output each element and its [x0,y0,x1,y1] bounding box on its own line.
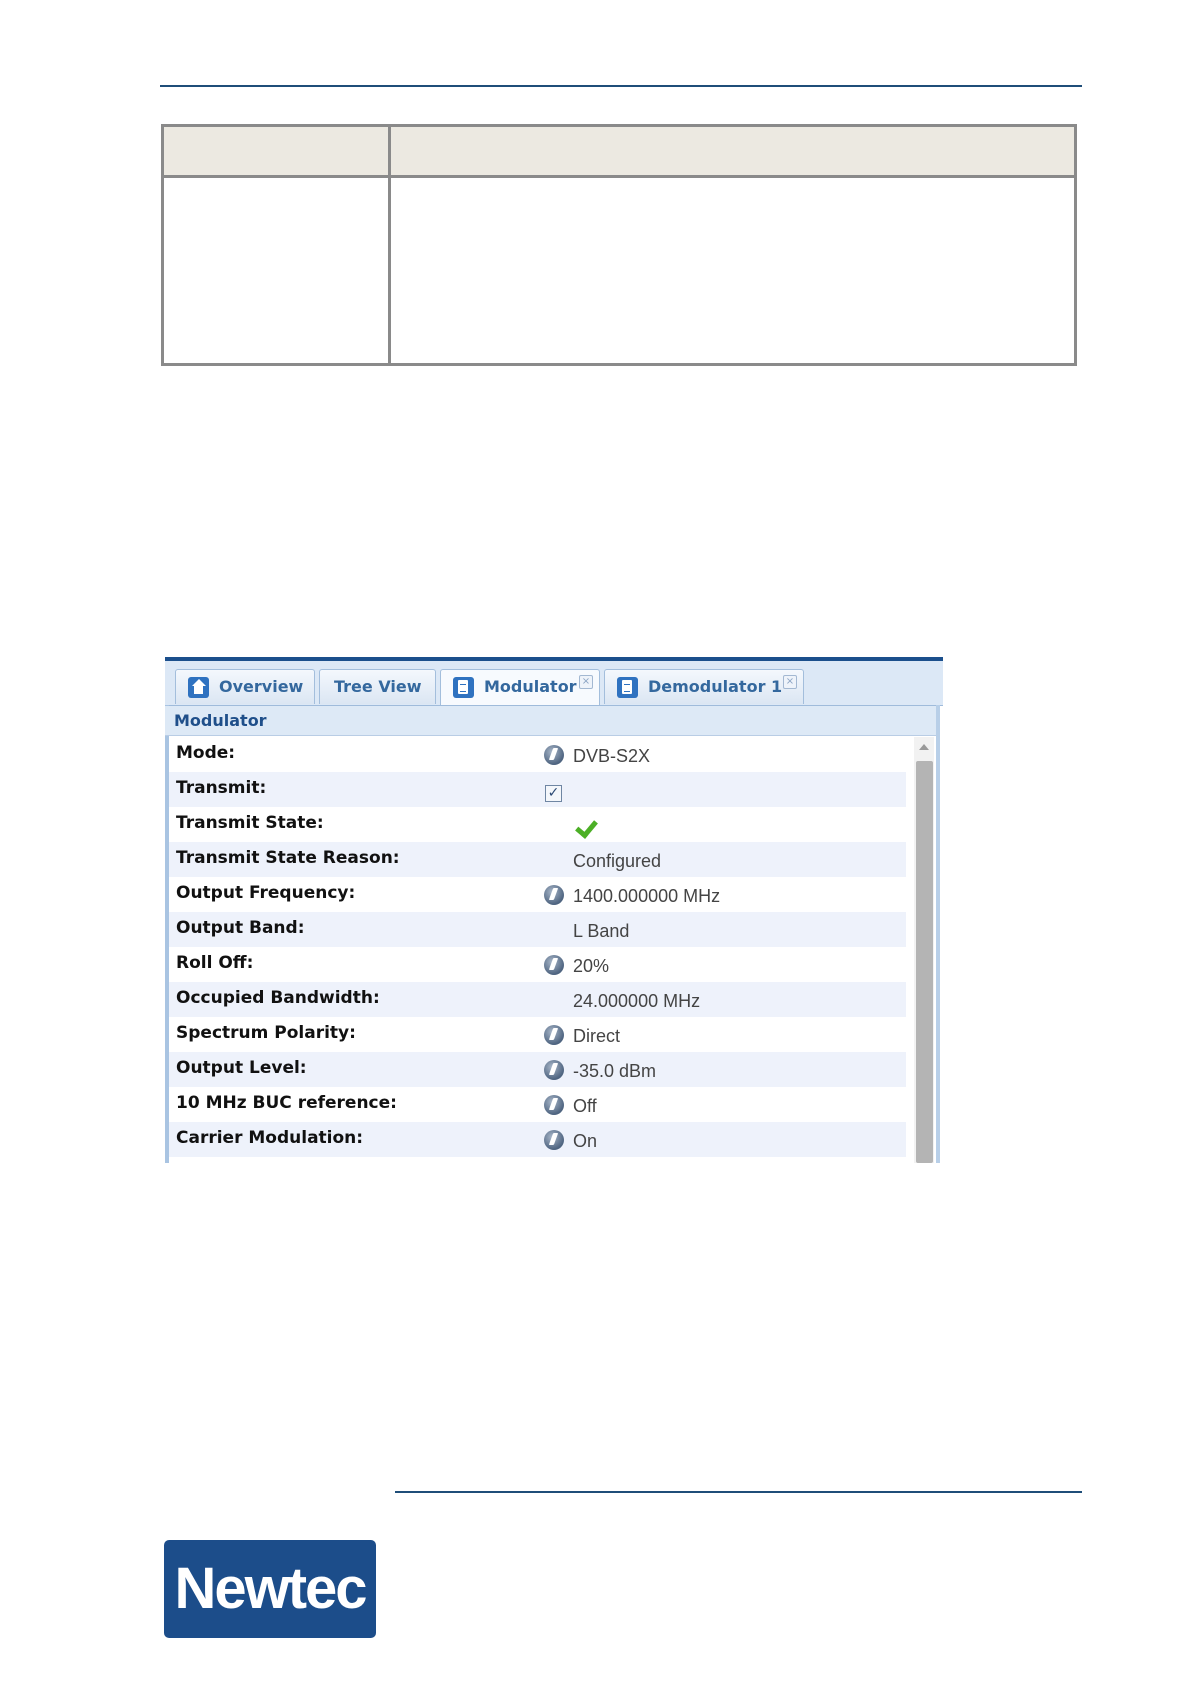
property-row [169,842,906,877]
tab-modulator[interactable] [440,669,600,705]
property-row [169,912,906,947]
property-row [169,877,906,912]
edit-icon[interactable] [544,1095,564,1115]
property-label: Output Frequency: [176,883,356,903]
property-row [169,982,906,1017]
property-label: 10 MHz BUC reference: [176,1093,397,1113]
tab-overview[interactable] [175,669,315,704]
edit-icon[interactable] [544,745,564,765]
tab-tree-view[interactable] [319,669,436,704]
property-label: Output Level: [176,1058,307,1078]
tab-bar [165,661,943,706]
scroll-up-arrow-icon[interactable] [919,744,929,750]
table-row [163,177,1076,365]
section-title: Modulator [165,706,937,736]
property-value: On [573,1131,598,1151]
footer-rule [395,1491,1082,1493]
modulator-screenshot [165,657,943,1163]
property-label: Transmit State Reason: [176,848,400,868]
property-value: Direct [573,1026,621,1046]
tab-label: Overview [219,677,304,696]
property-row [169,947,906,982]
property-list [169,737,906,1157]
table-cell [390,177,1076,365]
property-row [169,1017,906,1052]
property-value: Configured [573,851,662,871]
property-label: Output Band: [176,918,305,938]
property-row [169,1122,906,1157]
edit-icon[interactable] [544,1025,564,1045]
panel-frame [936,705,940,1163]
vertical-scrollbar[interactable] [914,737,934,1163]
newtec-logo: Newtec [164,1540,376,1638]
tab-demodulator-1[interactable] [604,669,804,704]
property-row [169,807,906,842]
edit-icon[interactable] [544,885,564,905]
property-row [169,1052,906,1087]
property-value: 20% [573,956,610,976]
edit-icon[interactable] [544,1060,564,1080]
property-label: Spectrum Polarity: [176,1023,356,1043]
home-icon [188,677,209,698]
property-label: Carrier Modulation: [176,1128,364,1148]
checkmark-icon [575,815,598,839]
header-rule [160,85,1082,87]
property-label: Roll Off: [176,953,254,973]
property-row [169,737,906,772]
property-value: DVB-S2X [573,746,651,766]
property-value: L Band [573,921,630,941]
table-cell [163,177,390,365]
close-icon[interactable]: × [783,675,797,689]
property-value: 24.000000 MHz [573,991,701,1011]
property-label: Transmit: [176,778,267,798]
transmit-checkbox[interactable]: ✓ [545,785,562,802]
property-label: Transmit State: [176,813,324,833]
property-value: Off [573,1096,597,1116]
property-label: Occupied Bandwidth: [176,988,380,1008]
property-value: -35.0 dBm [573,1061,657,1081]
table-header-cell [163,126,390,177]
scroll-thumb[interactable] [916,761,933,1163]
document-table [161,124,1077,366]
table-header-row [163,126,1076,177]
property-label: Mode: [176,743,236,763]
property-row [169,1087,906,1122]
edit-icon[interactable] [544,1130,564,1150]
tab-label: Demodulator 1 [648,677,783,696]
edit-icon[interactable] [544,955,564,975]
property-value: 1400.000000 MHz [573,886,721,906]
table-header-cell [390,126,1076,177]
document-icon [453,677,474,698]
tab-label: Modulator [484,677,577,696]
tab-label: Tree View [334,677,422,696]
document-icon [617,677,638,698]
close-icon[interactable]: × [579,675,593,689]
property-row [169,772,906,807]
